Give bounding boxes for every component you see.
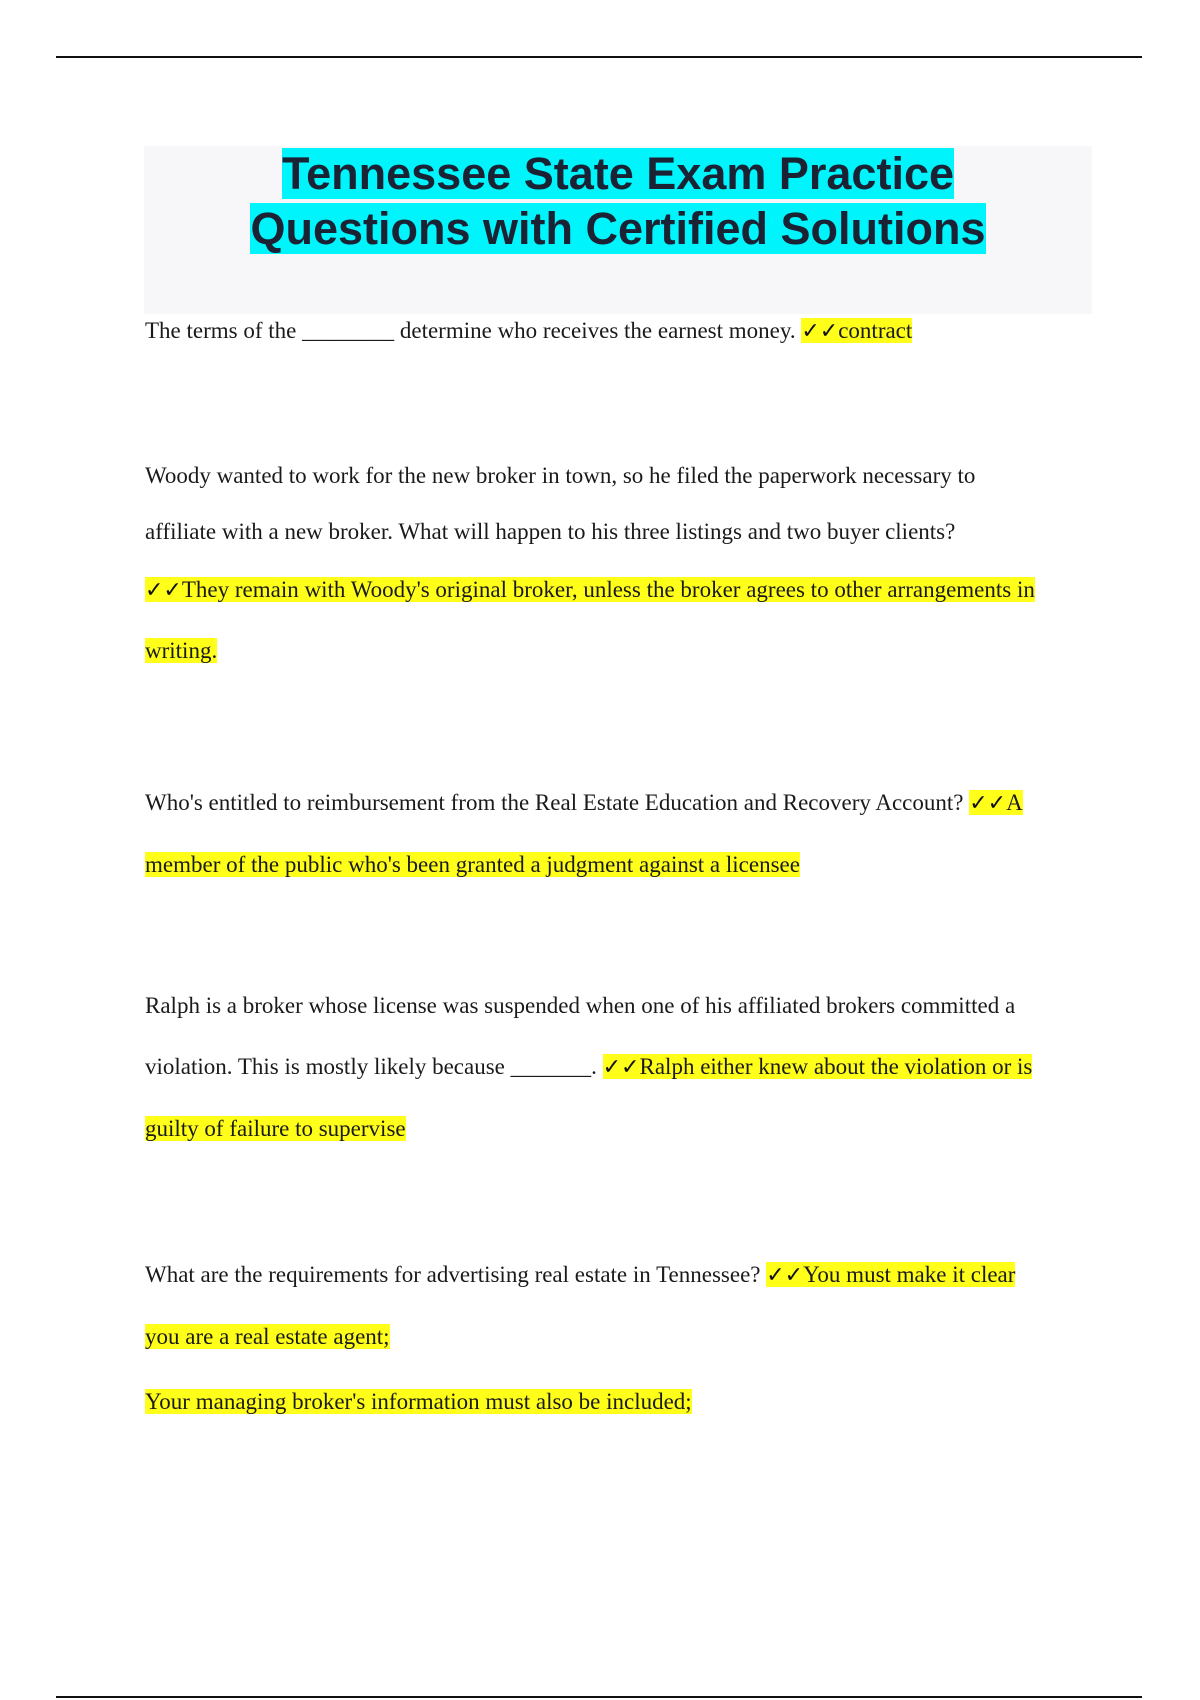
question-text: Who's entitled to reimbursement from the Real Estate Education and Recovery Account? [145, 790, 970, 815]
answer-text: They remain with Woody's original broker, unless the broker agrees to other arrangements in [181, 577, 1035, 602]
answer-text: writing. [145, 638, 218, 663]
check-mark-icon: ✓✓ [602, 1055, 640, 1080]
answer-text: Your managing broker's information must also be included; [145, 1389, 692, 1414]
qa-item-5 [145, 1244, 1095, 1437]
qa-item-2 [145, 448, 1095, 681]
document-title-line-1: Tennessee State Exam Practice [281, 148, 955, 199]
check-mark-icon: ✓✓ [766, 1263, 804, 1288]
question-text: What are the requirements for advertising real estate in Tennessee? [145, 1262, 767, 1287]
question-text: violation. This is mostly likely because _______. [145, 1054, 603, 1079]
answer-highlight [969, 790, 1023, 815]
answer-text: contract [838, 318, 913, 343]
answer-text: A [1006, 790, 1023, 815]
qa-item-3 [145, 772, 1095, 895]
check-mark-icon: ✓✓ [969, 791, 1007, 816]
document-title-line-2: Questions with Certified Solutions [250, 203, 986, 254]
title-block [144, 146, 1092, 314]
check-mark-icon: ✓✓ [801, 319, 839, 344]
question-text: The terms of the ________ determine who receives the earnest money. [145, 318, 802, 343]
answer-highlight [603, 1054, 1033, 1079]
qa-item-4 [145, 975, 1095, 1159]
check-mark-icon: ✓✓ [145, 578, 182, 603]
answer-text: guilty of failure to supervise [145, 1116, 406, 1141]
question-text: Ralph is a broker whose license was suspended when one of his affiliated brokers committed a [145, 993, 1016, 1018]
question-text: affiliate with a new broker. What will happen to his three listings and two buyer clients? [145, 519, 956, 544]
answer-highlight [801, 318, 912, 343]
question-text: Woody wanted to work for the new broker in town, so he filed the paperwork necessary to [145, 463, 976, 488]
answer-highlight [766, 1262, 1015, 1287]
answer-text: Ralph either knew about the violation or is [639, 1054, 1033, 1079]
qa-item-1 [145, 300, 1095, 362]
answer-highlight [145, 577, 1035, 602]
top-rule [56, 56, 1142, 58]
answer-text: You must make it clear [803, 1262, 1016, 1287]
answer-text: member of the public who's been granted a judgment against a licensee [145, 852, 800, 877]
answer-text: you are a real estate agent; [145, 1324, 390, 1349]
bottom-rule [56, 1696, 1142, 1698]
